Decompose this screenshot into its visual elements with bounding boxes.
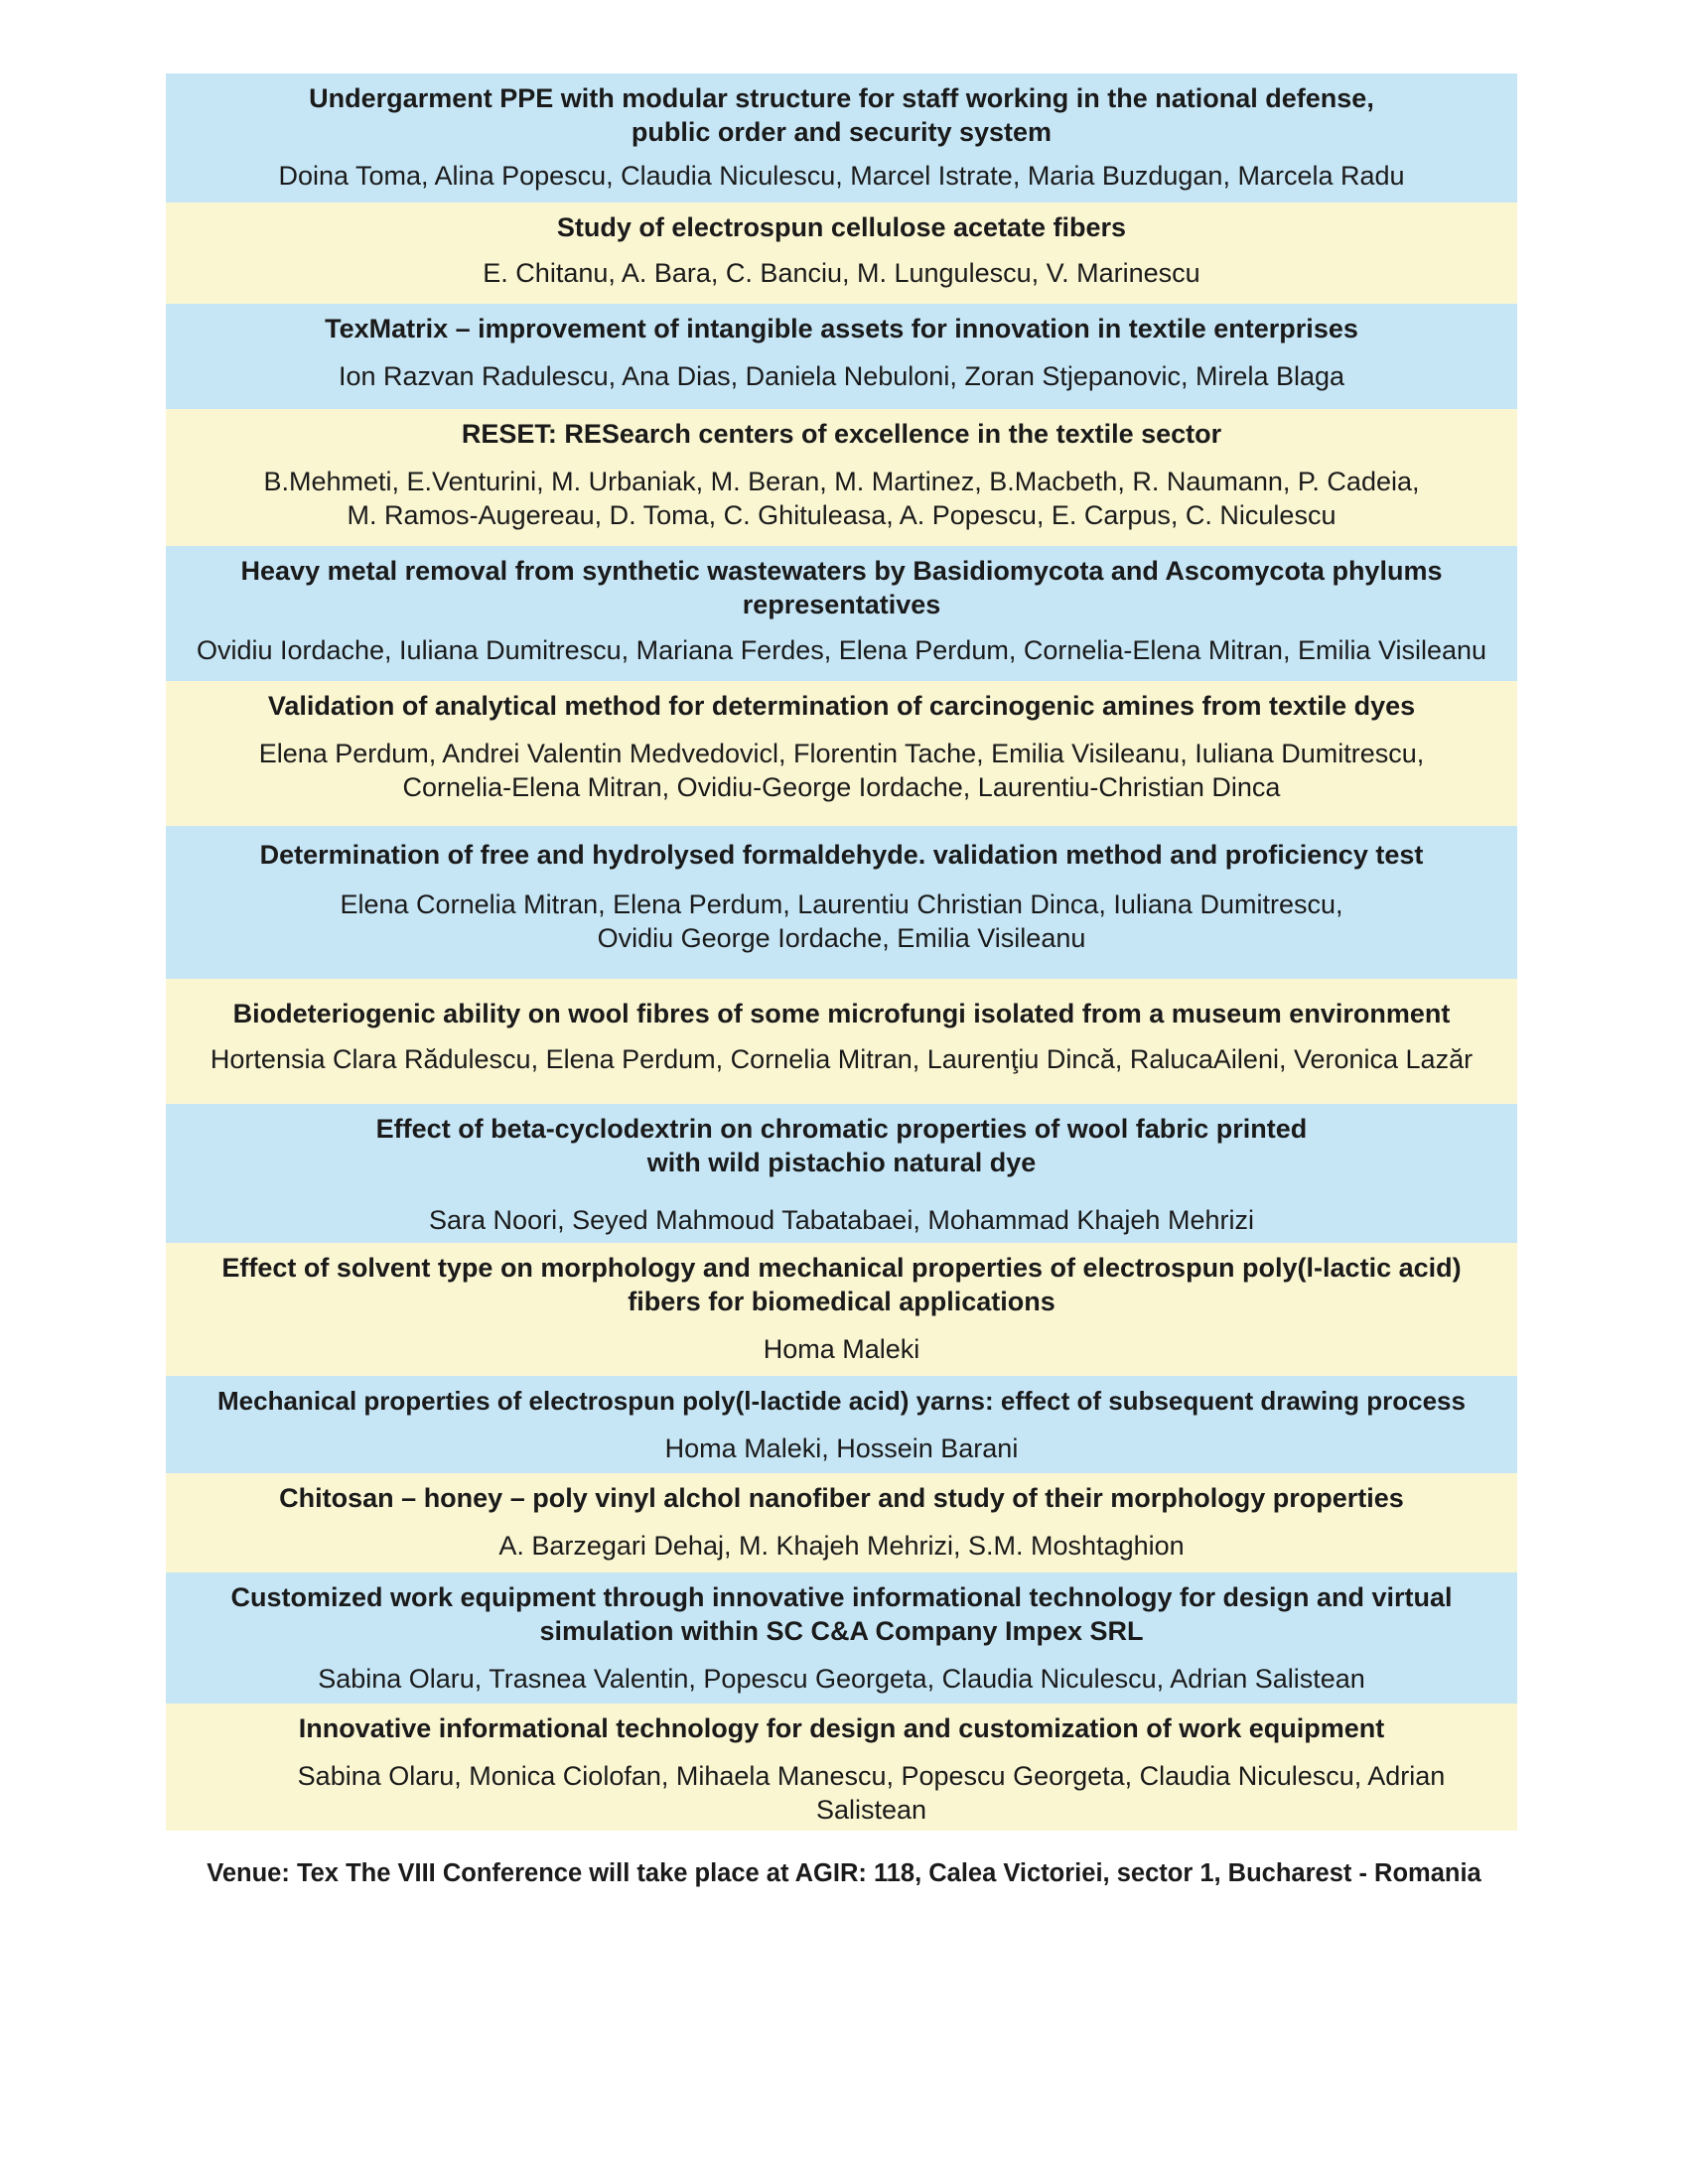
entry-title: Customized work equipment through innovative informational technology for design and virtual simulation within SC C&A Company Impex SRL (230, 1582, 1453, 1646)
program-entry (166, 1704, 1517, 1831)
entry-authors: Elena Cornelia Mitran, Elena Perdum, Laurentiu Christian Dinca, Iuliana Dumitrescu, Ovidiu George Iordache, Emilia Visileanu (340, 889, 1343, 953)
entry-authors: Sara Noori, Seyed Mahmoud Tabatabaei, Mohammad Khajeh Mehrizi (429, 1205, 1254, 1235)
entry-title: Determination of free and hydrolysed formaldehyde. validation method and proficiency test (259, 840, 1424, 870)
entry-authors: A. Barzegari Dehaj, M. Khajeh Mehrizi, S.M. Moshtaghion (498, 1531, 1185, 1561)
entry-title: Innovative informational technology for design and customization of work equipment (298, 1713, 1385, 1743)
program-entry (166, 1473, 1517, 1572)
program-entry (166, 1572, 1517, 1704)
entry-title: Biodeteriogenic ability on wool fibres of some microfungi isolated from a museum environment (232, 999, 1451, 1028)
entry-title: TexMatrix – improvement of intangible assets for innovation in textile enterprises (325, 314, 1358, 343)
program-entry (166, 681, 1517, 826)
entry-authors: E. Chitanu, A. Bara, C. Banciu, M. Lungulescu, V. Marinescu (483, 258, 1200, 288)
entry-authors: Ion Razvan Radulescu, Ana Dias, Daniela Nebuloni, Zoran Stjepanovic, Mirela Blaga (338, 361, 1345, 391)
entry-authors: Homa Maleki, Hossein Barani (664, 1433, 1019, 1463)
program-entry (166, 304, 1517, 409)
entry-authors: Homa Maleki (763, 1334, 920, 1364)
program-entry (166, 1376, 1517, 1473)
entry-authors: Hortensia Clara Rădulescu, Elena Perdum, Cornelia Mitran, Laurenţiu Dincă, RalucaAileni, Veronica Lazăr (210, 1044, 1474, 1074)
entry-title: Chitosan – honey – poly vinyl alchol nanofiber and study of their morphology properties (279, 1483, 1404, 1513)
entry-authors: Ovidiu Iordache, Iuliana Dumitrescu, Mariana Ferdes, Elena Perdum, Cornelia-Elena Mitran, Emilia Visileanu (196, 635, 1487, 665)
program-entry (166, 1243, 1517, 1376)
entry-authors: B.Mehmeti, E.Venturini, M. Urbaniak, M. Beran, M. Martinez, B.Macbeth, R. Naumann, P. Cadeia, M. Ramos-Augereau, D. Toma, C. Ghituleasa, A. Popescu, E. Carpus, C. Niculescu (263, 467, 1420, 530)
entry-authors: Doina Toma, Alina Popescu, Claudia Niculescu, Marcel Istrate, Maria Buzdugan, Marcela Radu (278, 161, 1405, 191)
program-entry (166, 73, 1517, 203)
entry-authors: Sabina Olaru, Monica Ciolofan, Mihaela Manescu, Popescu Georgeta, Claudia Niculescu, Adrian Salistean (297, 1761, 1446, 1825)
program-entry (166, 203, 1517, 304)
entry-title: Effect of beta-cyclodextrin on chromatic properties of wool fabric printed with wild pistachio natural dye (375, 1114, 1308, 1177)
entry-title: Heavy metal removal from synthetic wastewaters by Basidiomycota and Ascomycota phylums representatives (240, 556, 1443, 619)
program-entry (166, 979, 1517, 1104)
entry-authors: Elena Perdum, Andrei Valentin Medvedovicl, Florentin Tache, Emilia Visileanu, Iuliana Dumitrescu, Cornelia-Elena Mitran, Ovidiu-George Iordache, Laurentiu-Christian Dinca (258, 739, 1425, 802)
program-entry (166, 409, 1517, 546)
entry-title: RESET: RESearch centers of excellence in the textile sector (461, 419, 1222, 449)
venue-note: Venue: Tex The VIII Conference will take place at AGIR: 118, Calea Victoriei, sector 1, Bucharest - Romania (207, 1859, 1481, 1887)
program-list (166, 73, 1517, 1831)
entry-title: Effect of solvent type on morphology and mechanical properties of electrospun poly(l-lactic acid) fibers for biomedical applications (221, 1253, 1462, 1316)
program-entry (166, 546, 1517, 681)
program-entry (166, 1104, 1517, 1243)
program-entry (166, 826, 1517, 979)
entry-title: Mechanical properties of electrospun poly(l-lactide acid) yarns: effect of subsequent drawing process (217, 1386, 1466, 1416)
entry-title: Undergarment PPE with modular structure for staff working in the national defense, public order and security system (309, 83, 1374, 147)
entry-title: Validation of analytical method for determination of carcinogenic amines from textile dyes (267, 691, 1416, 721)
entry-authors: Sabina Olaru, Trasnea Valentin, Popescu Georgeta, Claudia Niculescu, Adrian Salistean (318, 1664, 1365, 1694)
entry-title: Study of electrospun cellulose acetate fibers (556, 212, 1127, 242)
